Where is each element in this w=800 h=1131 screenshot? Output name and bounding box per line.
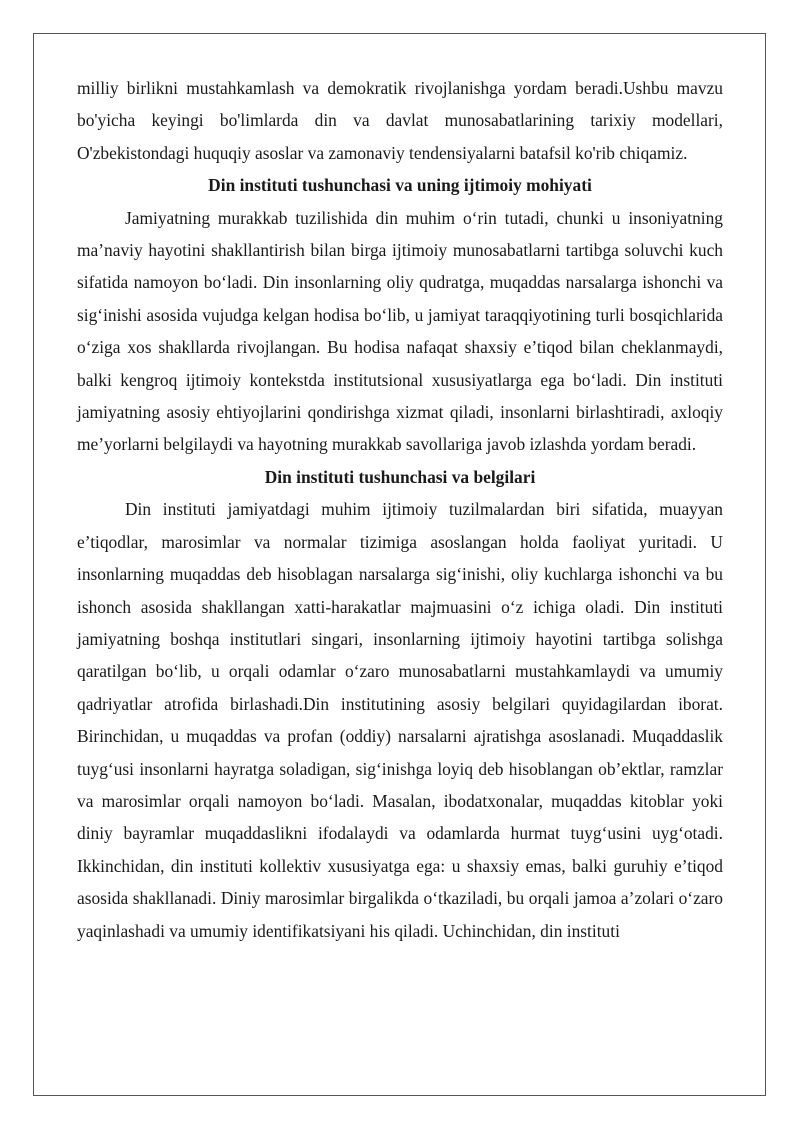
paragraph-religion-in-society: Jamiyatning murakkab tuzilishida din muhim o‘rin tutadi, chunki u insoniyatning ma’naviy hayotini shakllantirish bilan birga ijtimoiy munosabatlarni tartibga soluvchi kuch sifatida namoyon bo‘ladi. Din insonlarning oliy qudratga, muqaddas narsalarga ishonchi va sig‘inishi asosida vujudga kelgan hodisa bo‘lib, u jamiyat taraqqiyotining turli bosqichlarida o‘ziga xos shakllarda rivojlangan. Bu hodisa nafaqat shaxsiy e’tiqod bilan cheklanmaydi, balki kengroq ijtimoiy kontekstda institutsional xususiyatlarga ega bo‘ladi. Din instituti jamiyatning asosiy ehtiyojlarini qondirishga xizmat qiladi, insonlarni birlashtiradi, axloqiy me’yorlarni belgilaydi va hayotning murakkab savollariga javob izlashda yordam beradi.	[77, 207, 723, 455]
paragraph-intro-continuation: milliy birlikni mustahkamlash va demokratik rivojlanishga yordam beradi.Ushbu mavzu bo'yicha keyingi bo'limlarda din va davlat munosabatlarining tarixiy modellari, O'zbekistondagi huquqiy asoslar va zamonaviy tendensiyalarni batafsil ko'rib chiqamiz.	[77, 78, 723, 163]
document-body	[77, 72, 723, 947]
paragraph-institute-features: Din instituti jamiyatdagi muhim ijtimoiy tuzilmalardan biri sifatida, muayyan e’tiqodlar, marosimlar va normalar tizimiga asoslangan holda faoliyat yuritadi. U insonlarning muqaddas deb hisoblagan narsalarga sig‘inishi, oliy kuchlarga ishonchi va bu ishonch asosida shakllangan xatti-harakatlar majmuasini o‘z ichiga oladi. Din instituti jamiyatning boshqa institutlari singari, insonlarning ijtimoiy hayotini tartibga solishga qaratilgan bo‘lib, u orqali odamlar o‘zaro munosabatlarni mustahkamlaydi va umumiy qadriyatlar atrofida birlashadi.Din institutining asosiy belgilari quyidagilardan iborat. Birinchidan, u muqaddas va profan (oddiy) narsalarni ajratishga asoslanadi. Muqaddaslik tuyg‘usi insonlarni hayratga soladigan, sig‘inishga loyiq deb hisoblangan ob’ektlar, ramzlar va marosimlar orqali namoyon bo‘ladi. Masalan, ibodatxonalar, muqaddas kitoblar yoki diniy bayramlar muqaddaslikni ifodalaydi va odamlarda hurmat tuyg‘usini uyg‘otadi. Ikkinchidan, din instituti kollektiv xususiyatga ega: u shaxsiy emas, balki guruhiy e’tiqod asosida shakllanadi. Diniy marosimlar birgalikda o‘tkaziladi, bu orqali jamoa a’zolari o‘zaro yaqinlashadi va umumiy identifikatsiyani his qiladi. Uchinchidan, din instituti	[77, 499, 723, 941]
section-heading-concept-and-features: Din instituti tushunchasi va belgilari	[264, 466, 536, 487]
section-heading-social-essence: Din instituti tushunchasi va uning ijtimoiy mohiyati	[208, 175, 592, 196]
